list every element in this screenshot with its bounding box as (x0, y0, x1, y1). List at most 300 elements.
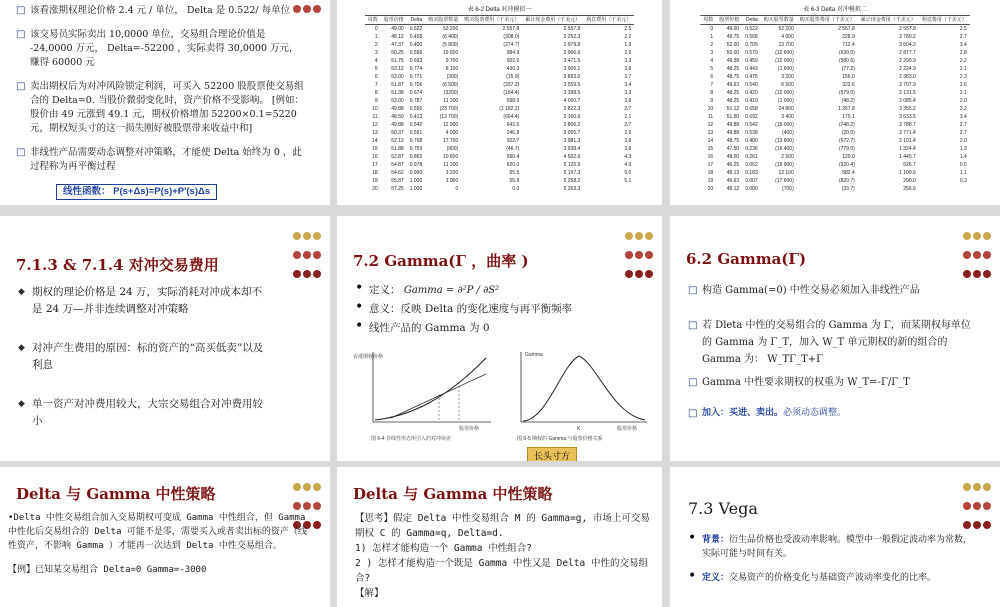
table-cell: 290.0 (903, 178, 916, 184)
bullet-text: 若 Dleta 中性的交易组合的 Gamma 为 Γ，而某期权每单位的 Gamma 为 Γ_T，加入 W_T 单元期权的新的组合的 Gamma 为： W_TΓ_T+Γ (702, 320, 971, 365)
table-row (700, 121, 970, 129)
table-row (700, 57, 970, 65)
table-cell: 20 (372, 186, 378, 192)
axis-label: 股票价格 (459, 426, 480, 432)
table-cell: 2.5 (959, 26, 967, 32)
table-cell: 50.25 (391, 50, 404, 56)
list-item (16, 146, 306, 174)
table-cell: 13 (707, 130, 714, 136)
table-cell: 47.37 (391, 42, 404, 48)
table-cell: 1.000 (409, 186, 423, 192)
table-cell: 0.183 (745, 170, 758, 176)
long-position-tag: 长头寸方 (527, 447, 577, 461)
table-cell: 3 (374, 50, 378, 56)
table-cell: 51.50 (726, 114, 740, 120)
table-cell: 3.8 (624, 146, 632, 152)
table-cell: 55.9 (509, 178, 520, 184)
table-cell: 52 200 (778, 26, 794, 32)
table-cell: (300) (446, 74, 459, 80)
table-cell: 2.3 (959, 74, 967, 80)
table-cell: 5 (710, 66, 714, 72)
table-cell: 0.5 (959, 162, 967, 168)
table-cell: 2.8 (959, 50, 967, 56)
table-cell: 3 (710, 50, 714, 56)
table-cell: 4 900 (445, 130, 459, 136)
table-cell: 24 800 (778, 106, 794, 112)
list-item (18, 284, 268, 318)
table-cell: (12 000) (775, 58, 794, 64)
table-cell: 14 (372, 138, 378, 144)
table-header-row (365, 16, 635, 25)
table-row (700, 89, 970, 97)
slide-thumbnail-2[interactable] (337, 0, 662, 205)
table-cell: (579.0) (838, 90, 855, 96)
table-cell: 3 938.4 (563, 146, 581, 152)
table-cell: 2.2 (959, 58, 967, 64)
column-header: 利息费用（千美元） (583, 16, 634, 25)
table-cell: 2 (710, 42, 714, 48)
table-cell: 5 197.3 (563, 170, 581, 176)
table-cell (919, 185, 970, 193)
table-row (700, 169, 970, 177)
table-cell: 5 263.3 (563, 186, 581, 192)
note-label: 加入：买进、卖出。 (702, 408, 784, 418)
slide-title: Delta 与 Gamma 中性策略 (16, 485, 216, 503)
table-cell: 526.7 (903, 162, 916, 168)
table-caption: 表 6-3 Delta 对冲模拟二 (803, 7, 867, 13)
table-cell: 18 (707, 170, 714, 176)
table-cell: 3 533.5 (899, 114, 916, 120)
paragraph: 【思考】假定 Delta 中性交易组合 M 的 Gamma=g, 市场上可交易期权 C 的 Gamma=q, Delta=d. (355, 513, 650, 539)
table-cell: 3.8 (624, 66, 632, 72)
table-cell: 4 600 (781, 34, 794, 40)
table-cell: 51.12 (726, 106, 740, 112)
table-cell: 0.674 (409, 90, 423, 96)
table-cell: 54.87 (391, 162, 404, 168)
table-row (365, 129, 635, 137)
table-cell: 48.75 (726, 74, 740, 80)
table-cell: (164.4) (503, 90, 520, 96)
slide-thumbnail-8[interactable] (337, 467, 662, 607)
table-cell: 20 (707, 186, 714, 192)
table-cell: (12 000) (775, 90, 794, 96)
axis-label: K (577, 426, 581, 432)
table-cell: 620.0 (506, 162, 520, 168)
slide-thumbnail-5[interactable] (337, 216, 662, 461)
table-row (365, 161, 635, 169)
table-cell: 0.062 (745, 162, 758, 168)
table-cell: (580.6) (838, 58, 855, 64)
table-cell: 0.990 (409, 170, 423, 176)
table-cell: 48.13 (726, 170, 740, 176)
table-cell: 6 (374, 74, 378, 80)
table-cell: 3 055.7 (563, 130, 581, 136)
table-cell: 2.7 (959, 34, 967, 40)
figure-caption: 图 6-5 期权的 Gamma 与股票价格关系 (517, 436, 603, 442)
list-item (16, 4, 306, 18)
table-cell: 49.88 (726, 130, 740, 136)
table-cell: (6 400) (442, 34, 459, 40)
list-item (16, 28, 306, 70)
table-cell: (748.2) (838, 122, 855, 128)
slide-thumbnail-4[interactable] (0, 216, 330, 461)
table-cell: 1.1 (959, 170, 967, 176)
list-item (18, 340, 268, 374)
list-item (355, 301, 645, 318)
table-cell: 1.9 (624, 42, 632, 48)
slide-title: 6.2 Gamma(Γ) (686, 250, 807, 268)
table-row (365, 113, 635, 121)
table-cell: (1 600) (777, 66, 794, 72)
table-cell: 2 707.9 (899, 82, 916, 88)
table-cell: (308.0) (503, 34, 520, 40)
table-cell: 2 252.3 (563, 34, 581, 40)
table-row (700, 97, 970, 105)
table-cell: 5.1 (624, 178, 632, 184)
table-cell: (46.7) (506, 146, 520, 152)
table-cell: 2 557.8 (563, 26, 581, 32)
table-cell: (77.2) (841, 66, 855, 72)
slide-thumbnail-1[interactable] (0, 0, 330, 205)
column-header: 股票价格 (381, 16, 407, 25)
table-cell: 0.413 (409, 114, 423, 120)
table-header-row (700, 16, 970, 25)
slide-thumbnail-7[interactable] (0, 467, 330, 607)
table-cell: 3 504.3 (899, 42, 916, 48)
table-cell: 1 324.4 (899, 146, 916, 152)
table-cell: 1 445.7 (899, 154, 916, 160)
table-cell: 0.443 (745, 66, 758, 72)
bullet-label: 背景： (702, 535, 730, 545)
table-cell: 49.88 (391, 106, 404, 112)
column-header: 累计现金费用（千美元） (522, 16, 583, 25)
table-cell: 3.4 (624, 82, 632, 88)
slide-title: Delta 与 Gamma 中性策略 (353, 485, 553, 503)
list-item (688, 533, 978, 561)
table-row (700, 129, 970, 137)
table-row (365, 185, 635, 193)
table-row (700, 177, 970, 185)
list-item (355, 320, 645, 337)
figure-caption: 图 6-4 非线性形态所引入的对冲误差 (371, 436, 452, 442)
table-cell: 3.8 (624, 138, 632, 144)
bullet-text: 衍生品价格也受波动率影响。模型中一般假定波动率为常数，实际可能与时间有关。 (702, 535, 973, 559)
table-cell: 2.5 (624, 26, 632, 32)
table-cell: 0.410 (745, 98, 758, 104)
table-cell: 922.7 (506, 138, 520, 144)
table-cell: 55.87 (391, 178, 404, 184)
table-row (365, 65, 635, 73)
table-cell: (274.7) (503, 42, 520, 48)
table-cell: 2 806.2 (563, 122, 581, 128)
table-cell: 2.7 (959, 130, 967, 136)
delta-hedge-table-2 (700, 15, 970, 193)
table-cell: 49.00 (391, 26, 404, 32)
table-row (365, 121, 635, 129)
list-item (688, 374, 978, 391)
table-cell: (672.7) (838, 138, 855, 144)
table-cell: 0.007 (745, 178, 758, 184)
column-header: 利息费用（千美元） (919, 16, 970, 25)
table-cell: 0.705 (745, 42, 758, 48)
table-cell: 9 (710, 98, 714, 104)
slide-title: 7.1.3 & 7.1.4 对冲交易费用 (16, 256, 219, 274)
table-cell: 57.25 (391, 186, 404, 192)
table-cell: 1 200 (445, 170, 459, 176)
table-cell: 18 (372, 170, 378, 176)
list-item (688, 571, 978, 585)
table-cell: 10 (707, 106, 714, 112)
table-cell: (19 900) (775, 162, 794, 168)
table-row (365, 81, 635, 89)
table-cell: 0.865 (409, 154, 423, 160)
table-cell: 14 (707, 138, 714, 144)
column-header: Delta (407, 16, 426, 25)
table-cell: 4.9 (624, 162, 632, 168)
table-cell: 502.0 (506, 58, 520, 64)
table-cell: 51.88 (391, 146, 404, 152)
formula-box: 线性函数： P(s+Δs)=P(s)+P'(s)Δs (56, 184, 217, 200)
table-cell: 0.458 (409, 34, 423, 40)
table-cell: 49.00 (726, 26, 740, 32)
table-cell: 4.3 (624, 154, 632, 160)
bullet-text: 对冲产生费用的原因：标的资产的“高买低卖”以及利息 (32, 342, 264, 371)
table-cell: (900) (446, 146, 459, 152)
table-cell: (16 400) (775, 146, 794, 152)
table-row (700, 161, 970, 169)
table-cell: 1 267.8 (838, 106, 855, 112)
table-cell: 0.550 (409, 106, 423, 112)
table-cell: 53.12 (391, 66, 404, 72)
table-caption: 表 6-2 Delta 对冲模拟一 (467, 7, 532, 13)
table-cell: 46.25 (726, 162, 740, 168)
table-cell: 2 299.9 (899, 58, 916, 64)
table-cell: 49.75 (726, 34, 740, 40)
table-cell: 2 788.7 (899, 122, 916, 128)
table-cell: 6 (710, 74, 714, 80)
table-cell: 3 471.5 (563, 58, 581, 64)
table-cell: 7 (374, 82, 378, 88)
column-header: 购买股票数量 (425, 16, 461, 25)
table-cell: 19 600 (442, 50, 459, 56)
table-cell: 3.8 (624, 98, 632, 104)
table-cell: 2.7 (959, 122, 967, 128)
table-cell: 3 398.5 (563, 90, 581, 96)
table-cell: 2 877.7 (899, 50, 916, 56)
table-cell: 0.706 (409, 82, 423, 88)
table-cell: 246.8 (506, 130, 520, 136)
table-cell: 2 131.5 (899, 90, 916, 96)
bullet-text: 期权的理论价格是 24 万，实际消耗对冲成本却不是 24 万—并非连续调整对冲策略 (32, 286, 263, 315)
axis-label: Gamma (525, 352, 543, 358)
table-cell: 50.37 (391, 130, 404, 136)
table-cell: 0.459 (745, 58, 758, 64)
table-cell: 0.658 (745, 106, 758, 112)
table-cell: (6 500) (442, 82, 459, 88)
table-cell: 49.63 (726, 82, 740, 88)
table-cell: 49.88 (726, 122, 740, 128)
table-cell: 984.9 (506, 50, 520, 56)
table-cell: 12 (707, 122, 714, 128)
table-cell: 0.540 (745, 82, 758, 88)
table-cell: 0.522 (745, 26, 758, 32)
table-cell: 48.00 (726, 154, 740, 160)
table-cell: 2 383.0 (899, 74, 916, 80)
table-cell: 0.692 (745, 114, 758, 120)
table-cell: 15 (372, 146, 378, 152)
table-cell: 2 557.8 (838, 26, 855, 32)
table-cell: 10 600 (442, 154, 459, 160)
table-cell: 52 200 (442, 26, 459, 32)
table-row (700, 73, 970, 81)
list-item (355, 282, 645, 299)
bullet-text: 单一资产对冲费用较大，大宗交易组合对冲费用较小 (32, 398, 263, 427)
table-cell: 16 (372, 154, 378, 160)
table-row (700, 33, 970, 41)
table-cell: 8 100 (445, 66, 459, 72)
table-cell: 3.3 (624, 90, 632, 96)
table-cell: 712.4 (842, 42, 855, 48)
table-cell: 51.87 (391, 82, 404, 88)
table-cell: 3.4 (959, 114, 967, 120)
table-cell: 3 981.3 (563, 138, 581, 144)
list-item (18, 396, 268, 430)
table-cell: 11 300 (443, 162, 459, 168)
table-row (700, 25, 970, 34)
table-cell: 2.7 (624, 122, 632, 128)
table-cell: 5 (374, 66, 378, 72)
table-row (365, 105, 635, 113)
table-cell: 19 (707, 178, 714, 184)
table-cell: 0.768 (409, 138, 423, 144)
list-item (688, 282, 978, 299)
table-cell: 0.978 (409, 162, 423, 168)
table-cell: 256.6 (903, 186, 916, 192)
slide6-body (688, 282, 978, 432)
table-cell (583, 185, 634, 193)
table-cell: 51.75 (391, 58, 404, 64)
table-cell: 48.25 (726, 66, 740, 72)
table-row (365, 97, 635, 105)
table-cell: (17 600) (775, 178, 794, 184)
table-cell: 3 905.1 (563, 66, 581, 72)
slide5-body (355, 282, 645, 347)
list-item (688, 405, 978, 422)
table-cell: 0.000 (745, 186, 758, 192)
table-cell: 0.400 (745, 138, 758, 144)
table-cell: 560.4 (506, 154, 520, 160)
table-cell: 430.3 (506, 66, 520, 72)
table-cell: (664.4) (503, 114, 520, 120)
table-row (365, 89, 635, 97)
table-row (700, 153, 970, 161)
table-cell: 0.693 (409, 58, 423, 64)
table-cell: 5 126.9 (563, 162, 581, 168)
table-cell: 50.00 (726, 50, 740, 56)
table-row (365, 145, 635, 153)
table-cell: 1 000 (445, 178, 459, 184)
table-cell: (630.0) (838, 50, 855, 56)
table-cell: 13 (372, 130, 378, 136)
table-cell: 3 893.0 (563, 74, 581, 80)
table-cell: 2 224.9 (899, 66, 916, 72)
table-row (365, 33, 635, 41)
list-item (16, 80, 306, 136)
table-cell: 1 109.6 (899, 170, 916, 176)
table-cell: 52.13 (391, 138, 404, 144)
table-cell: 48.75 (726, 138, 740, 144)
axis-label: 股票价格 (617, 426, 638, 432)
table-cell: 1 979.8 (563, 42, 581, 48)
table-cell: 53.00 (391, 98, 404, 104)
table-cell: 0 (374, 26, 378, 32)
slide-thumbnail-9[interactable] (670, 467, 1000, 607)
table-cell: 12 100 (778, 170, 794, 176)
table-cell: (400) (782, 130, 794, 136)
table-cell: 0.542 (745, 122, 758, 128)
bullet-label: 定义： (702, 573, 730, 583)
table-cell: 5.0 (624, 170, 632, 176)
table-cell: 0.568 (745, 34, 758, 40)
table-cell: 2.1 (959, 90, 967, 96)
table-cell: 49.88 (391, 122, 404, 128)
table-cell: (920.4) (838, 162, 855, 168)
table-cell: 48.25 (726, 90, 740, 96)
table-cell: 1 (374, 34, 378, 40)
table-cell: 0.774 (409, 66, 423, 72)
decor-dots (962, 477, 992, 534)
table-cell: 4 (374, 58, 378, 64)
table-cell: 1.000 (409, 178, 423, 184)
table-cell: 48.50 (391, 114, 404, 120)
table-cell: 48.38 (726, 58, 740, 64)
table-cell: 17 (707, 162, 714, 168)
column-header: 累计现金费用（千美元） (858, 16, 919, 25)
table-cell: 0.579 (745, 50, 758, 56)
table-cell: (3200) (443, 90, 459, 96)
table-cell: 2 101.4 (899, 138, 916, 144)
table-cell: 46.63 (726, 178, 740, 184)
table-cell: 3.2 (959, 106, 967, 112)
table-cell: 2 557.8 (899, 26, 916, 32)
table-cell: (15 000) (775, 122, 794, 128)
slide-thumbnail-3[interactable] (670, 0, 1000, 205)
table-cell: 0.596 (409, 50, 423, 56)
table-cell: 54.62 (391, 170, 404, 176)
table-cell: 0 (455, 186, 459, 192)
table-cell: 0.0 (512, 186, 520, 192)
table-cell: 0.3 (959, 178, 967, 184)
axis-label: 看涨期权价格 (353, 354, 384, 360)
table-row (365, 137, 635, 145)
table-cell: 2.0 (959, 138, 967, 144)
slide7-body (8, 511, 308, 577)
table-cell: (23 700) (439, 106, 459, 112)
column-header: 周数 (700, 16, 716, 25)
table-cell: 0.261 (745, 154, 758, 160)
table-cell: (1 182.2) (499, 106, 520, 112)
table-cell: 2.1 (959, 66, 967, 72)
table-cell: 0.522 (409, 26, 423, 32)
slide1-body (16, 4, 306, 200)
slide-thumbnail-6[interactable] (670, 216, 1000, 461)
table-cell: (820.7) (838, 178, 855, 184)
table-cell: (12 600) (775, 50, 794, 56)
table-cell: 1.3 (959, 146, 967, 152)
gamma-formula: Gamma = ∂²P / ∂S² (403, 285, 500, 296)
table-cell: 2.7 (624, 106, 632, 112)
table-cell: 2 085.4 (899, 98, 916, 104)
